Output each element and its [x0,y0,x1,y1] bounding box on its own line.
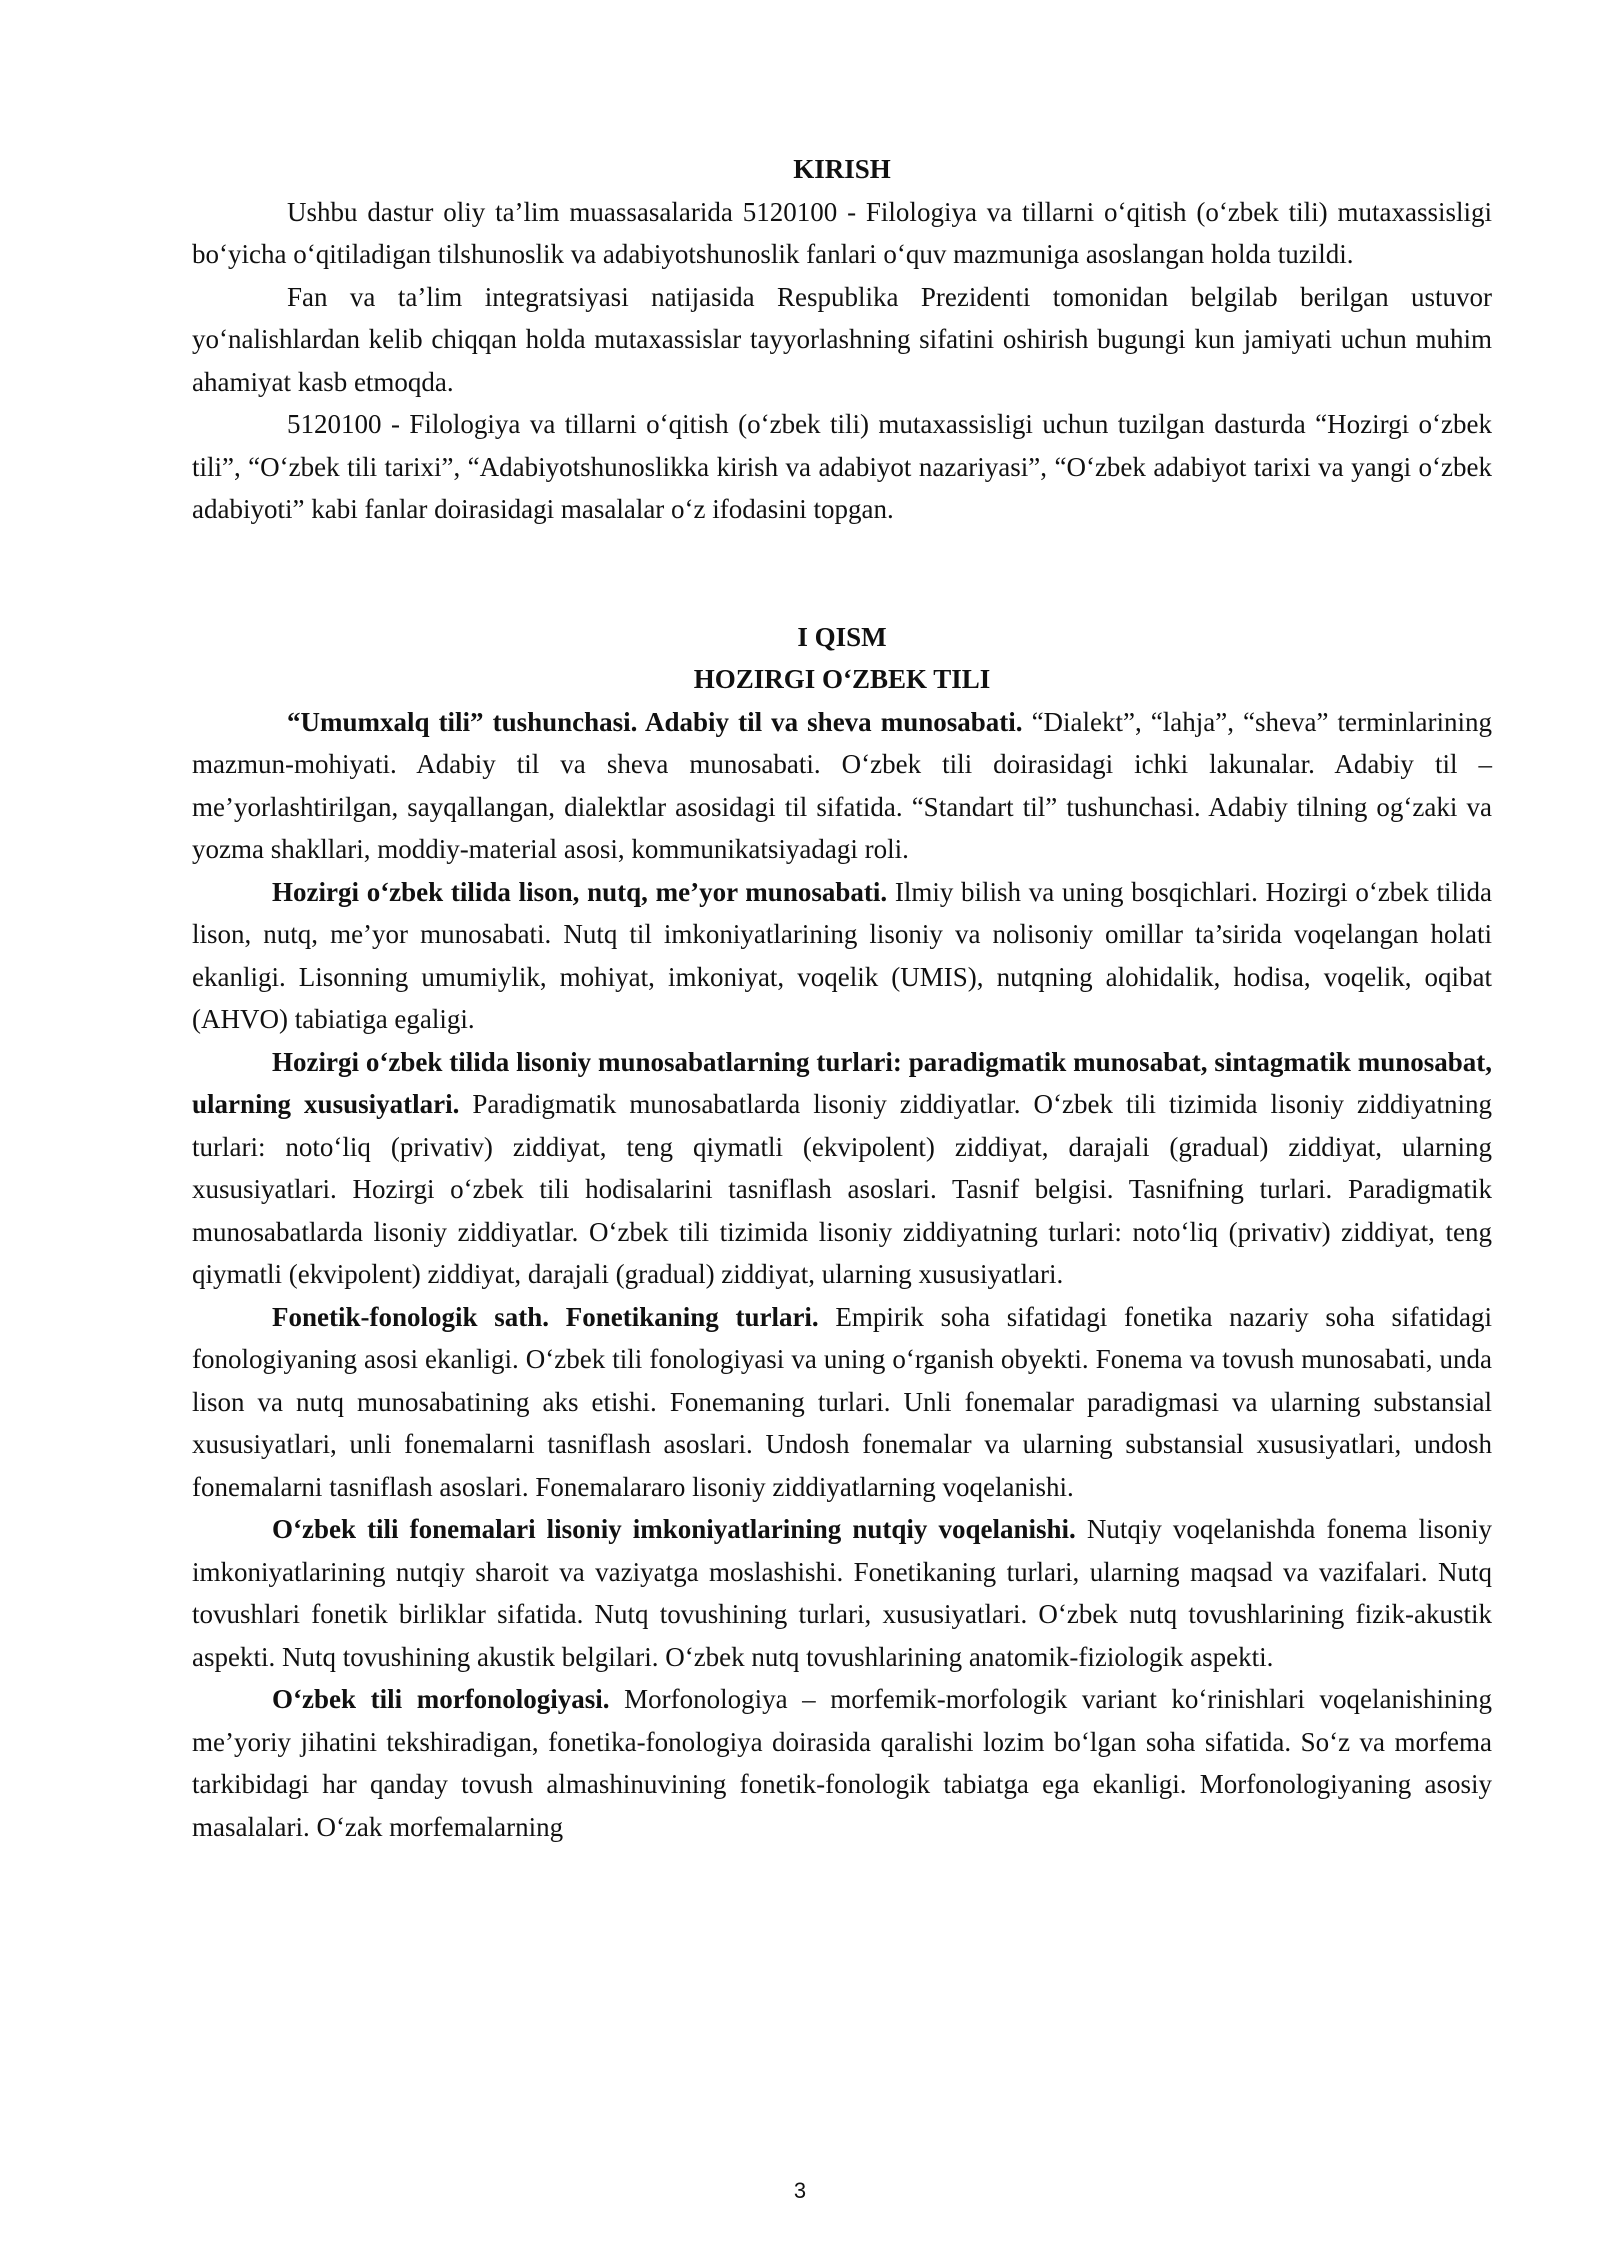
intro-paragraph: Fan va ta’lim integratsiyasi natijasida Respublika Prezidenti tomonidan belgilab berilgan ustuvor yo‘nalishlardan kelib chiqqan holda mutaxassislar tayyorlashning sifatini oshirish bugungi kun jamiyati uchun muhim ahamiyat kasb etmoqda. [192,281,1492,397]
intro-paragraph: 5120100 - Filologiya va tillarni o‘qitish (o‘zbek tili) mutaxassisligi uchun tuzilgan dasturda “Hozirgi o‘zbek tili”, “O‘zbek tili tarixi”, “Adabiyotshunoslikka kirish va adabiyot nazariyasi”, “O‘zbek adabiyot tarixi va yangi o‘zbek adabiyoti” kabi fanlar doirasidagi masalalar o‘z ifodasini topgan. [192,409,1492,524]
section-paragraph [192,701,1492,871]
section-text: Ilmiy bilish va uning bosqichlari. Hozirgi o‘zbek tilida lison, nutq, me’yor munosabati. Nutq til imkoniyatlarining lisoniy va nolisoniy omillar ta’sirida voqelangan holati ekanligi. Lisonning umumiylik, mohiyat, imkoniyat, voqelik (UMIS), nutqning alohidalik, hodisa, voqelik, oqibat (AHVO) tabiatiga egaligi. [192,876,1493,1034]
intro-heading: KIRISH [793,154,891,184]
intro-paragraph: Ushbu dastur oliy ta’lim muassasalarida 5120100 - Filologiya va tillarni o‘qitish (o‘zbek tili) mutaxassisligi bo‘yicha o‘qitiladigan tilshunoslik va adabiyotshunoslik fanlari o‘quv mazmuniga asoslangan holda tuzildi. [192,196,1492,269]
section-heading: O‘zbek tili morfonologiyasi. [272,1684,610,1714]
section-heading: “Umumxalq tili” tushunchasi. Adabiy til va sheva munosabati. [287,706,1023,737]
section-paragraph [192,1678,1492,1848]
section-text: Paradigmatik munosabatlarda lisoniy ziddiyatlar. O‘zbek tili tizimida lisoniy ziddiyatning turlari: noto‘liq (privativ) ziddiyat, teng qiymatli (ekvipolent) ziddiyat, darajali (gradual) ziddiyat, ularning xususiyatlari. Hozirgi o‘zbek tili hodisalarini tasniflash asoslari. Tasnif belgisi. Tasnifning turlari. Paradigmatik munosabatlarda lisoniy ziddiyatlar. O‘zbek tili tizimida lisoniy ziddiyatning turlari: noto‘liq (privativ) ziddiyat, teng qiymatli (ekvipolent) ziddiyat, darajali (gradual) ziddiyat, ularning xususiyatlari. [192,1089,1492,1289]
part-label: I QISM [797,621,887,652]
section-paragraph [192,1296,1492,1509]
document-page [192,148,1492,1848]
section-text: Morfonologiya – morfemik-morfologik variant ko‘rinishlari voqelanishining me’yoriy jihatini tekshiradigan, fonetika-fonologiya doirasida qaralishi lozim bo‘lgan soha sifatida. So‘z va morfema tarkibidagi har qanday tovush almashinuvining fonetik-fonologik tabiatga ega ekanligi. Morfonologiyaning asosiy masalalari. O‘zak morfemalarning [192,1684,1492,1842]
part-title: HOZIRGI O‘ZBEK TILI [693,664,991,694]
section-text: “Dialekt”, “lahja”, “sheva” terminlarining mazmun-mohiyati. Adabiy til va sheva munosabati. O‘zbek tili doirasidagi ichki lakunalar. Adabiy til – me’yorlashtirilgan, sayqallangan, dialektlar asosidagi til sifatida. “Standart til” tushunchasi. Adabiy tilning og‘zaki va yozma shakllari, moddiy-material asosi, kommunikatsiyadagi roli. [192,706,1492,864]
section-heading: Fonetik-fonologik sath. Fonetikaning turlari. [272,1301,819,1332]
section-paragraph [192,871,1492,1041]
section-text: Empirik soha sifatidagi fonetika nazariy soha sifatidagi fonologiyaning asosi ekanligi. O‘zbek tili fonologiyasi va uning o‘rganish obyekti. Fonema va tovush munosabati, unda lison va nutq munosabatining aks etishi. Fonemaning turlari. Unli fonemalar paradigmasi va ularning substansial xususiyatlari, unli fonemalarni tasniflash asoslari. Undosh fonemalar va ularning substansial xususiyatlari, undosh fonemalarni tasniflash asoslari. Fonemalararo lisoniy ziddiyatlarning voqelanishi. [192,1301,1492,1502]
section-heading: O‘zbek tili fonemalari lisoniy imkoniyatlarining nutqiy voqelanishi. [272,1514,1076,1544]
page-number: 3 [793,2178,807,2203]
section-paragraph [192,1508,1492,1678]
section-heading: Hozirgi o‘zbek tilida lison, nutq, me’yor munosabati. [272,876,888,907]
section-text: Nutqiy voqelanishda fonema lisoniy imkoniyatlarining nutqiy sharoit va vaziyatga moslashishi. Fonetikaning turlari, ularning maqsad va vazifalari. Nutq tovushlari fonetik birliklar sifatida. Nutq tovushining turlari, xususiyatlari. O‘zbek nutq tovushlarining fizik-akustik aspekti. Nutq tovushining akustik belgilari. O‘zbek nutq tovushlarining anatomik-fiziologik aspekti. [192,1514,1492,1672]
section-spacer [192,531,1492,616]
section-paragraph [192,1041,1492,1296]
section-heading: Hozirgi o‘zbek tilida lisoniy munosabatlarning turlari: paradigmatik munosabat, sintagmatik munosabat, ularning xususiyatlari. [192,1046,1492,1119]
